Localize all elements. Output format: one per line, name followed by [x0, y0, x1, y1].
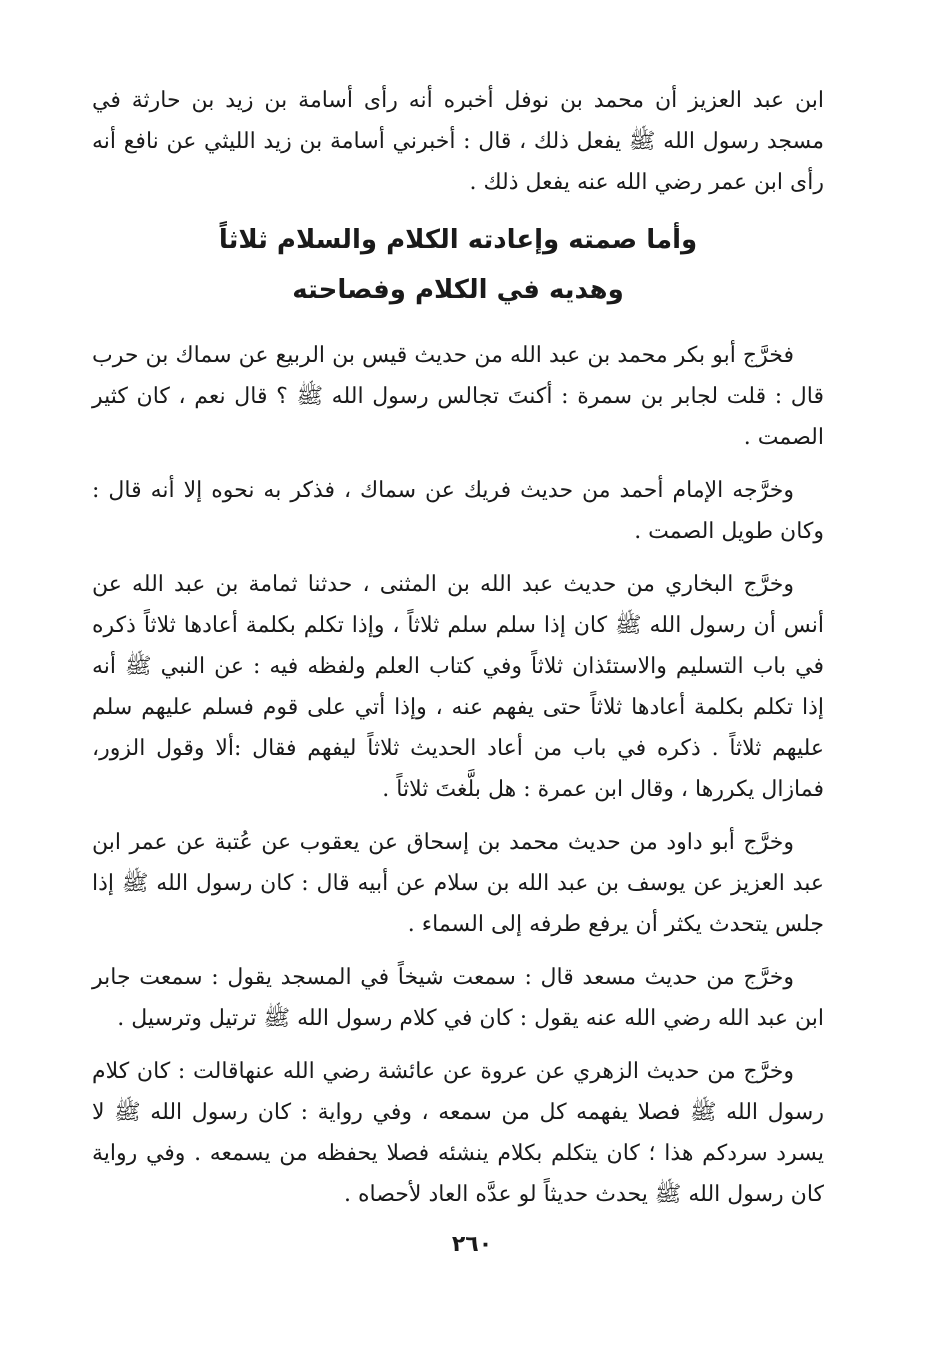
heading-line-2: وهديه في الكلام وفصاحته	[292, 275, 624, 305]
heading-line-1: وأما صمته وإعادته الكلام والسلام ثلاثاً	[218, 225, 698, 255]
paragraph: وخرَّج البخاري من حديث عبد الله بن المثنى ، حدثنا ثمامة بن عبد الله عن أنس أن رسول الله ﷺ كان إذا سلم سلم ثلاثاً ، وإذا تكلم بكلمة أعادها ثلاثاً ذكره في باب التسليم والاستئذان ثلاثاً وفي كتاب العلم ولفظه فيه : عن النبي ﷺ أنه إذا تكلم بكلمة أعادها ثلاثاً حتى يفهم عنه ، وإذا أتي على قوم فسلم عليهم سلم عليهم ثلاثاً . ذكره في باب من أعاد الحديث ثلاثاً ليفهم فقال :ألا وقول الزور، فمازال يكررها ، وقال ابن عمرة : هل بلَّغتَ ثلاثاً .	[92, 572, 824, 802]
paragraph: وخرَّج من حديث الزهري عن عروة عن عائشة رضي الله عنهاقالت : كان كلام رسول الله ﷺ فصلا يفهمه كل من سمعه ، وفي رواية : كان رسول الله ﷺ لا يسرد سردكم هذا ؛ كان يتكلم بكلام ينشئه فصلا يحفظه من يسمعه . وفي رواية كان رسول الله ﷺ يحدث حديثاً لو عدَّه العاد لأحصاه .	[92, 1059, 824, 1207]
section-heading	[92, 215, 824, 315]
paragraph: وخرَّج أبو داود من حديث محمد بن إسحاق عن يعقوب عن عُتبة عن عمر ابن عبد العزيز عن يوسف بن عبد الله بن سلام عن أبيه قال : كان رسول الله ﷺ إذا جلس يتحدث يكثر أن يرفع طرفه إلى السماء .	[92, 830, 824, 937]
paragraph: وخرَّج من حديث مسعد قال : سمعت شيخاً في المسجد يقول : سمعت جابر ابن عبد الله رضي الله عنه يقول : كان في كلام رسول الله ﷺ ترتيل وترسيل .	[92, 965, 824, 1031]
paragraph: فخرَّج أبو بكر محمد بن عبد الله من حديث قيس بن الربيع عن سماك بن حرب قال : قلت لجابر بن سمرة : أكنتَ تجالس رسول الله ﷺ ؟ قال نعم ، كان كثير الصمت .	[92, 343, 824, 450]
page-body	[92, 80, 824, 1227]
paragraph-continuation: ابن عبد العزيز أن محمد بن نوفل أخبره أنه رأى أسامة بن زيد بن حارثة في مسجد رسول الله ﷺ يفعل ذلك ، قال : أخبرني أسامة بن زيد الليثي عن نافع أنه رأى ابن عمر رضي الله عنه يفعل ذلك .	[92, 88, 824, 195]
page-number: ٢٦٠	[451, 1232, 493, 1257]
paragraph: وخرَّجه الإمام أحمد من حديث فريك عن سماك ، فذكر به نحوه إلا أنه قال : وكان طويل الصمت .	[92, 478, 824, 544]
